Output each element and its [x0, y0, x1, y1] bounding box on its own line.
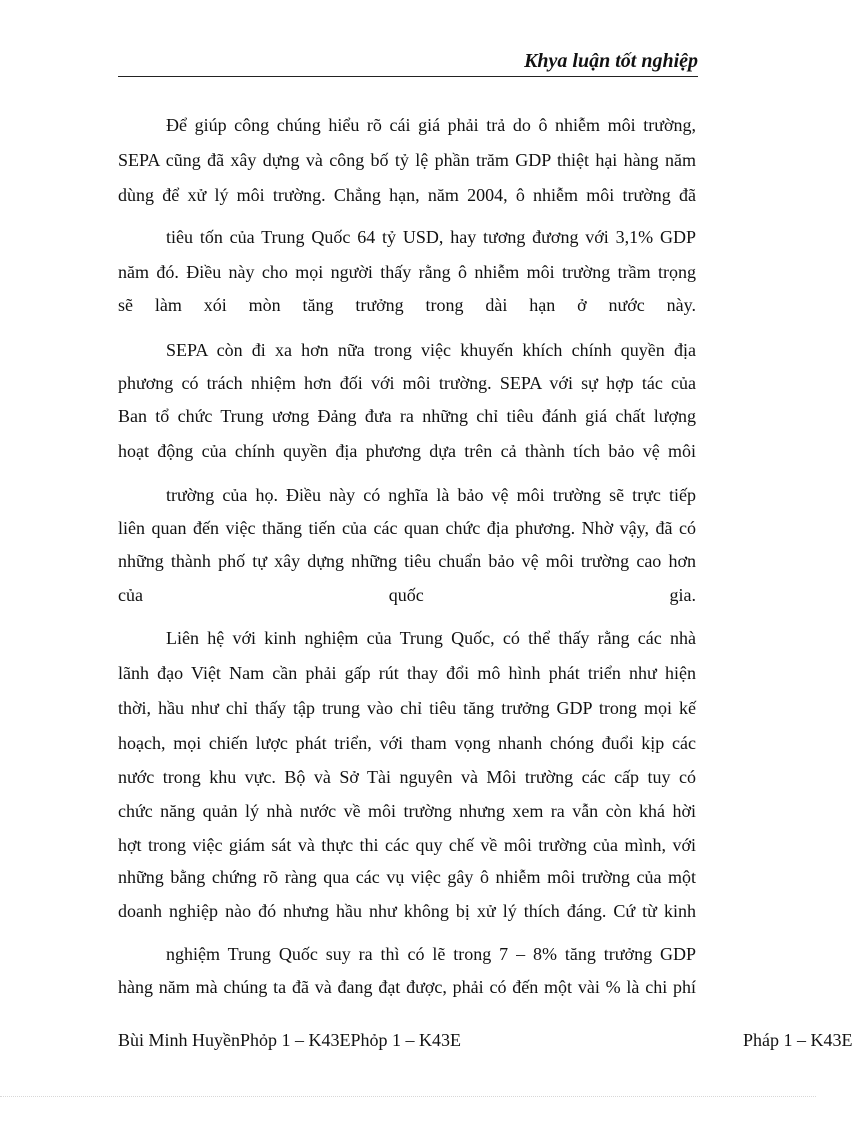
- text-line: nước trong khu vực. Bộ và Sở Tài nguyên và Môi trường các cấp tuy có: [118, 767, 696, 787]
- text-line: doanh nghiệp nào đó nhưng hầu như không bị xử lý thích đáng. Cứ từ kinh: [118, 901, 696, 921]
- text-line: chức năng quản lý nhà nước về môi trường nhưng xem ra vẫn còn khá hời: [118, 801, 696, 821]
- text-line: lãnh đạo Việt Nam cần phải gấp rút thay đổi mô hình phát triển như hiện: [118, 663, 696, 683]
- footer-class: Pháp 1 – K43E: [743, 1030, 853, 1050]
- text-line: những bằng chứng rõ ràng qua các vụ việc gây ô nhiễm môi trường của một: [118, 867, 696, 887]
- text-line: sẽ làm xói mòn tăng trưởng trong dài hạn ở nước này.: [118, 295, 696, 315]
- text-line: hàng năm mà chúng ta đã và đang đạt được, phải có đến một vài % là chi phí: [118, 977, 696, 997]
- text-line: SEPA còn đi xa hơn nữa trong việc khuyến khích chính quyền địa: [166, 340, 696, 360]
- footer-author: Bùi Minh HuyềnPhỏp 1 – K43EPhỏp 1 – K43E: [118, 1030, 462, 1050]
- text-line: Ban tổ chức Trung ương Đảng đưa ra những chỉ tiêu đánh giá chất lượng: [118, 406, 696, 426]
- text-line: năm đó. Điều này cho mọi người thấy rằng ô nhiễm môi trường trầm trọng: [118, 262, 696, 282]
- text-line: hoạch, mọi chiến lược phát triển, với tham vọng nhanh chóng đuổi kịp các: [118, 733, 696, 753]
- header-title: Khya luận tốt nghiệp: [524, 50, 698, 72]
- text-line: dùng để xử lý môi trường. Chẳng hạn, năm 2004, ô nhiễm môi trường đã: [118, 185, 696, 205]
- text-line: SEPA cũng đã xây dựng và công bố tỷ lệ phần trăm GDP thiệt hại hàng năm: [118, 150, 696, 170]
- text-line: nghiệm Trung Quốc suy ra thì có lẽ trong 7 – 8% tăng trưởng GDP: [166, 944, 696, 964]
- text-line: tiêu tốn của Trung Quốc 64 tỷ USD, hay tương đương với 3,1% GDP: [166, 227, 696, 247]
- text-line: thời, hầu như chỉ thấy tập trung vào chỉ tiêu tăng trưởng GDP trong mọi kế: [118, 698, 696, 718]
- text-line: những thành phố tự xây dựng những tiêu chuẩn bảo vệ môi trường cao hơn: [118, 551, 696, 571]
- text-line: trường của họ. Điều này có nghĩa là bảo vệ môi trường sẽ trực tiếp: [166, 485, 696, 505]
- text-line: Để giúp công chúng hiểu rõ cái giá phải trả do ô nhiễm môi trường,: [166, 115, 696, 135]
- text-line: hợt trong việc giám sát và thực thi các quy chế về môi trường của mình, với: [118, 835, 696, 855]
- text-line: Liên hệ với kinh nghiệm của Trung Quốc, có thể thấy rằng các nhà: [166, 628, 696, 648]
- text-line: phương có trách nhiệm hơn đối với môi trường. SEPA với sự hợp tác của: [118, 373, 696, 393]
- text-line: của quốc gia.: [118, 585, 696, 605]
- header-rule: [118, 76, 698, 77]
- text-line: hoạt động của chính quyền địa phương dựa trên cả thành tích bảo vệ môi: [118, 441, 696, 461]
- text-line: liên quan đến việc thăng tiến của các quan chức địa phương. Nhờ vậy, đã có: [118, 518, 696, 538]
- page-bottom-rule: [0, 1096, 816, 1097]
